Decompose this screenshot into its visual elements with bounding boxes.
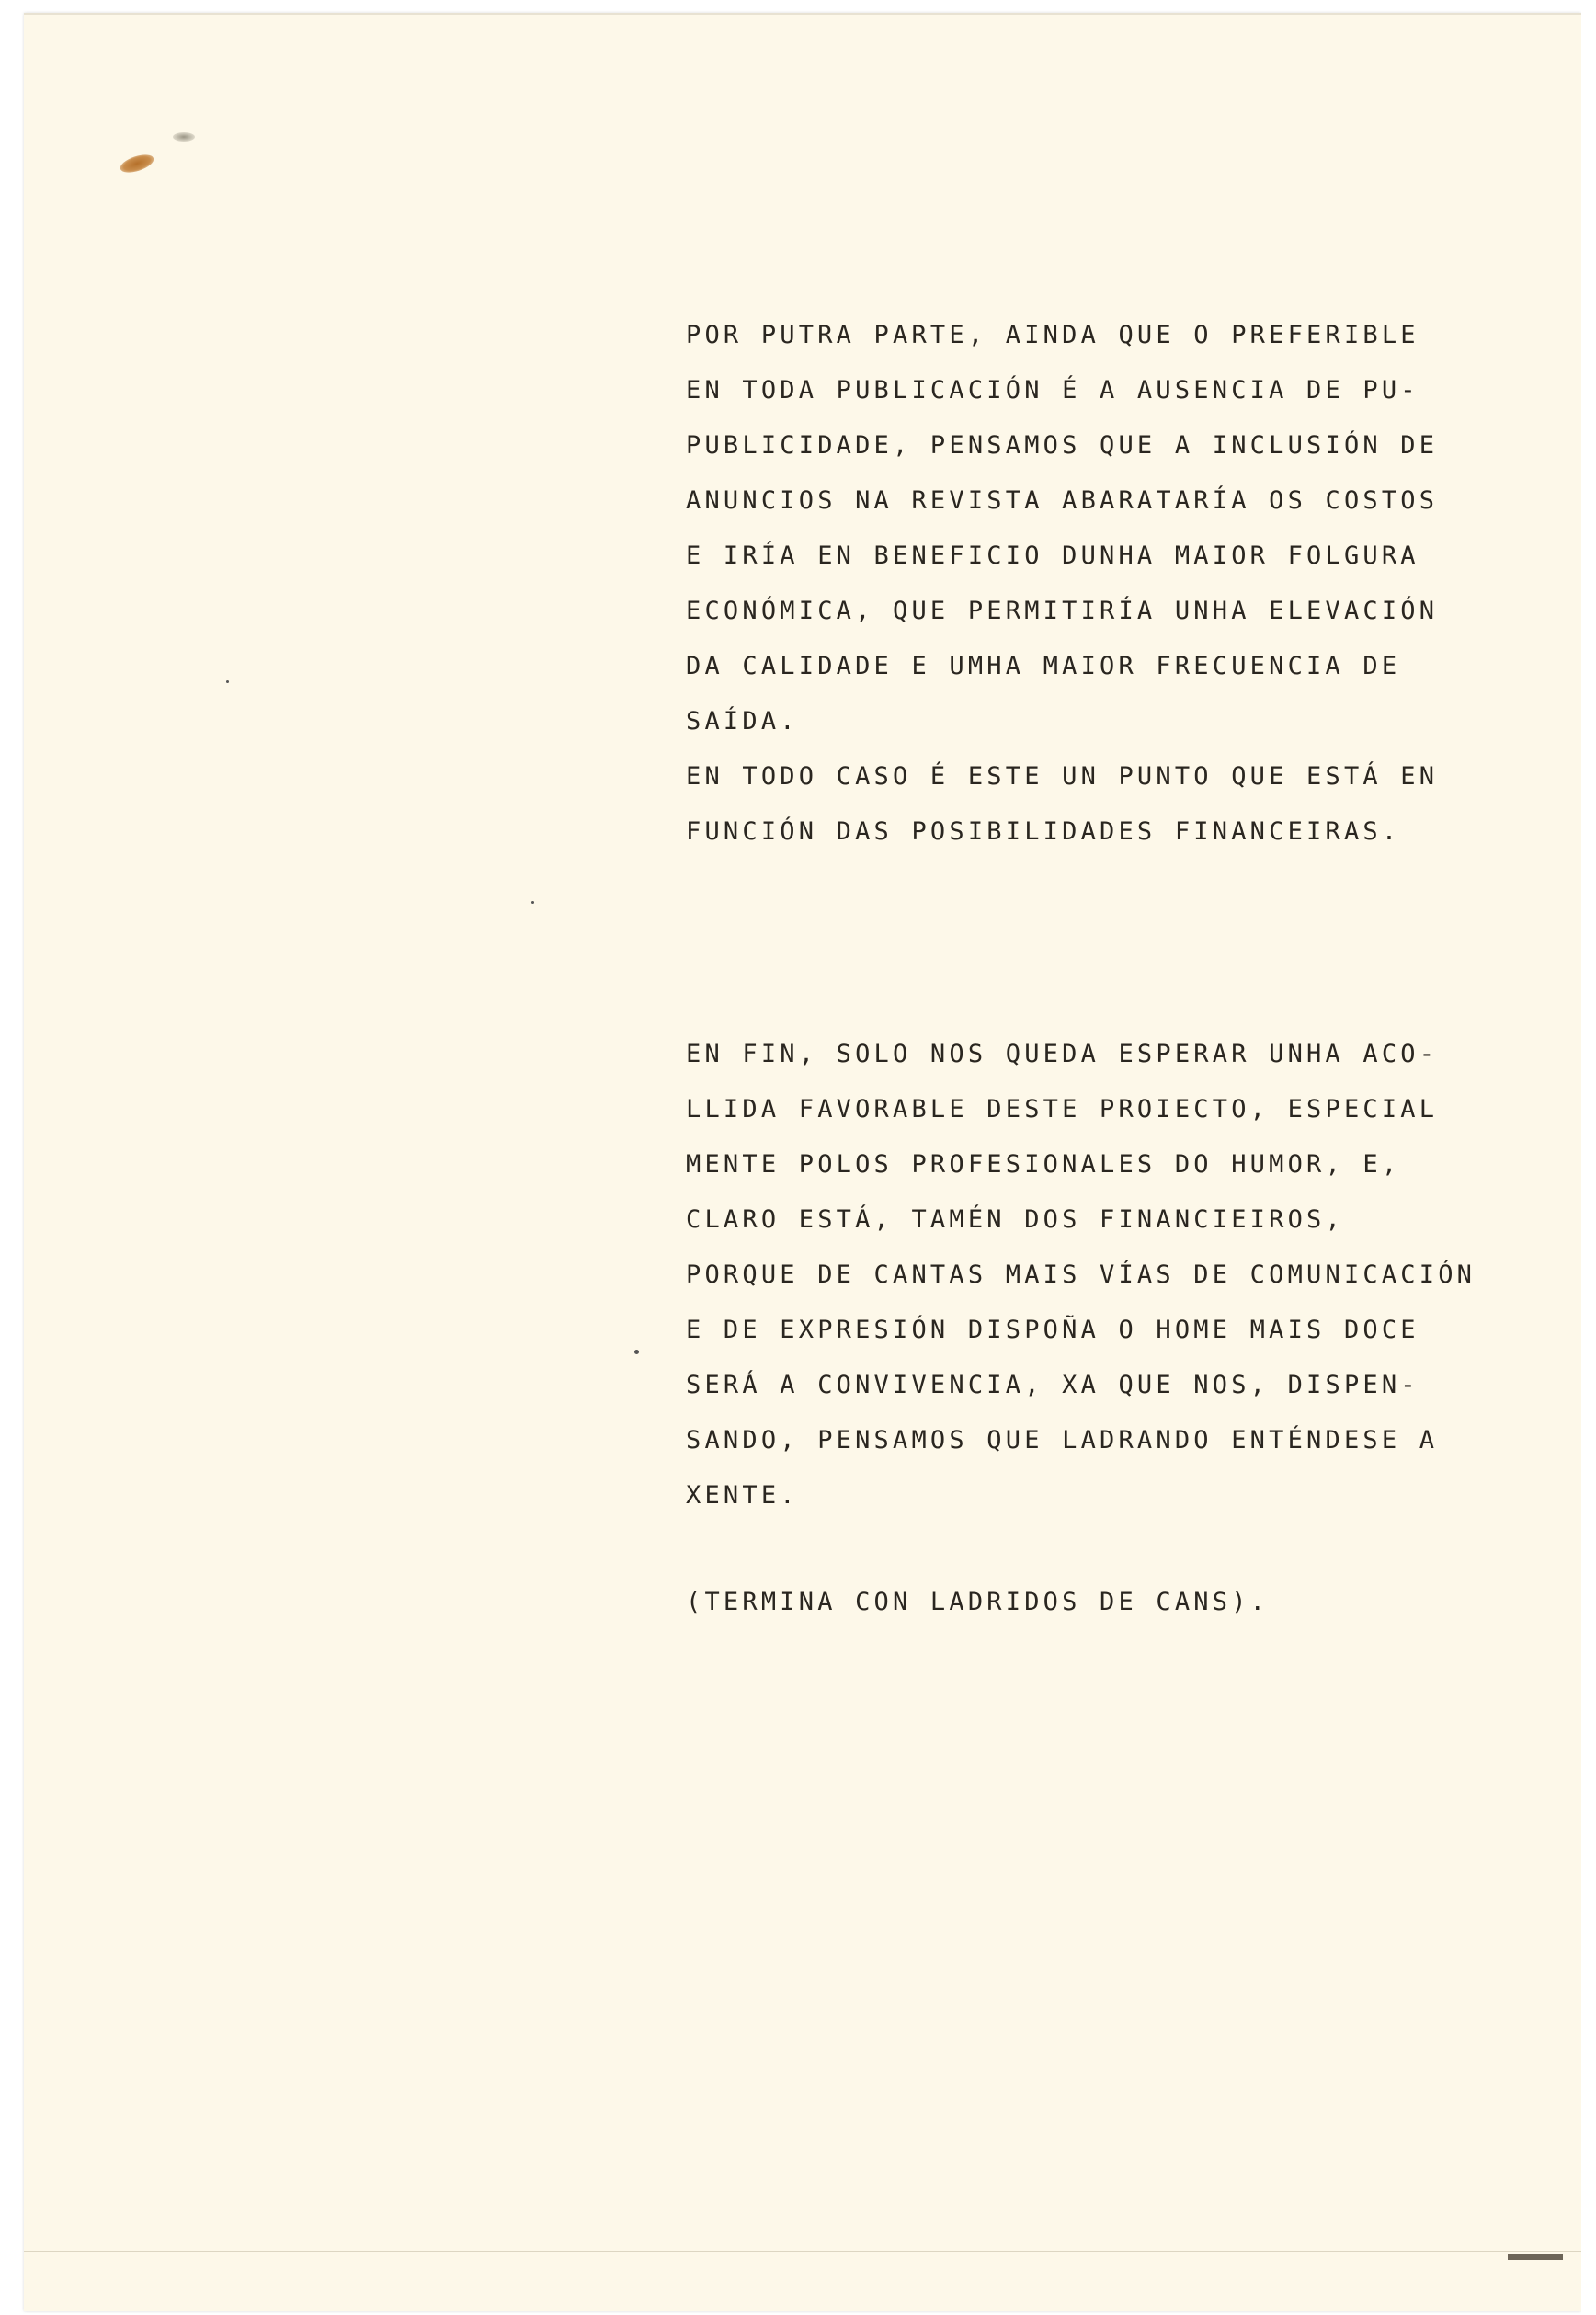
closing-stage-direction	[686, 1575, 1513, 1630]
ink-speck	[226, 680, 229, 683]
text-line: E DE EXPRESIÓN DISPOÑA O HOME MAIS DOCE	[686, 1316, 1419, 1344]
sheet-top-edge	[24, 13, 1581, 15]
text-line: SAÍDA.	[686, 707, 799, 736]
text-line: EN TODO CASO É ESTE UN PUNTO QUE ESTÁ EN	[686, 762, 1439, 791]
text-line: EN FIN, SOLO NOS QUEDA ESPERAR UNHA ACO-	[686, 1040, 1439, 1068]
text-line: POR PUTRA PARTE, AINDA QUE O PREFERIBLE	[686, 321, 1419, 349]
text-line: LLIDA FAVORABLE DESTE PROIECTO, ESPECIAL	[686, 1095, 1439, 1123]
text-line: E IRÍA EN BENEFICIO DUNHA MAIOR FOLGURA	[686, 542, 1419, 570]
text-line: ECONÓMICA, QUE PERMITIRÍA UNHA ELEVACIÓN	[686, 597, 1439, 625]
smudge-mark	[173, 132, 195, 142]
text-line: ANUNCIOS NA REVISTA ABARATARÍA OS COSTOS	[686, 486, 1439, 515]
text-line: PUBLICIDADE, PENSAMOS QUE A INCLUSIÓN DE	[686, 431, 1439, 460]
sheet-bottom-edge	[24, 2251, 1581, 2252]
paragraph-conclusion	[686, 1027, 1513, 1523]
text-line: EN TODA PUBLICACIÓN É A AUSENCIA DE PU-	[686, 376, 1419, 405]
text-line: FUNCIÓN DAS POSIBILIDADES FINANCEIRAS.	[686, 817, 1401, 846]
text-line: CLARO ESTÁ, TAMÉN DOS FINANCIEIROS,	[686, 1205, 1344, 1234]
text-line: MENTE POLOS PROFESIONALES DO HUMOR, E,	[686, 1150, 1401, 1179]
text-line: SERÁ A CONVIVENCIA, XA QUE NOS, DISPEN-	[686, 1371, 1419, 1399]
text-line: DA CALIDADE E UMHA MAIOR FRECUENCIA DE	[686, 652, 1401, 680]
text-line: PORQUE DE CANTAS MAIS VÍAS DE COMUNICACIÓN	[686, 1260, 1476, 1289]
ink-speck	[531, 901, 534, 904]
ink-speck	[634, 1350, 639, 1354]
sheet-right-margin	[1581, 0, 1596, 2315]
text-line: XENTE.	[686, 1481, 799, 1510]
text-line: (TERMINA CON LADRIDOS DE CANS).	[686, 1588, 1270, 1616]
paragraph-advertising	[686, 308, 1513, 860]
page-tab-mark	[1508, 2254, 1563, 2260]
text-line: SANDO, PENSAMOS QUE LADRANDO ENTÉNDESE A	[686, 1426, 1439, 1454]
